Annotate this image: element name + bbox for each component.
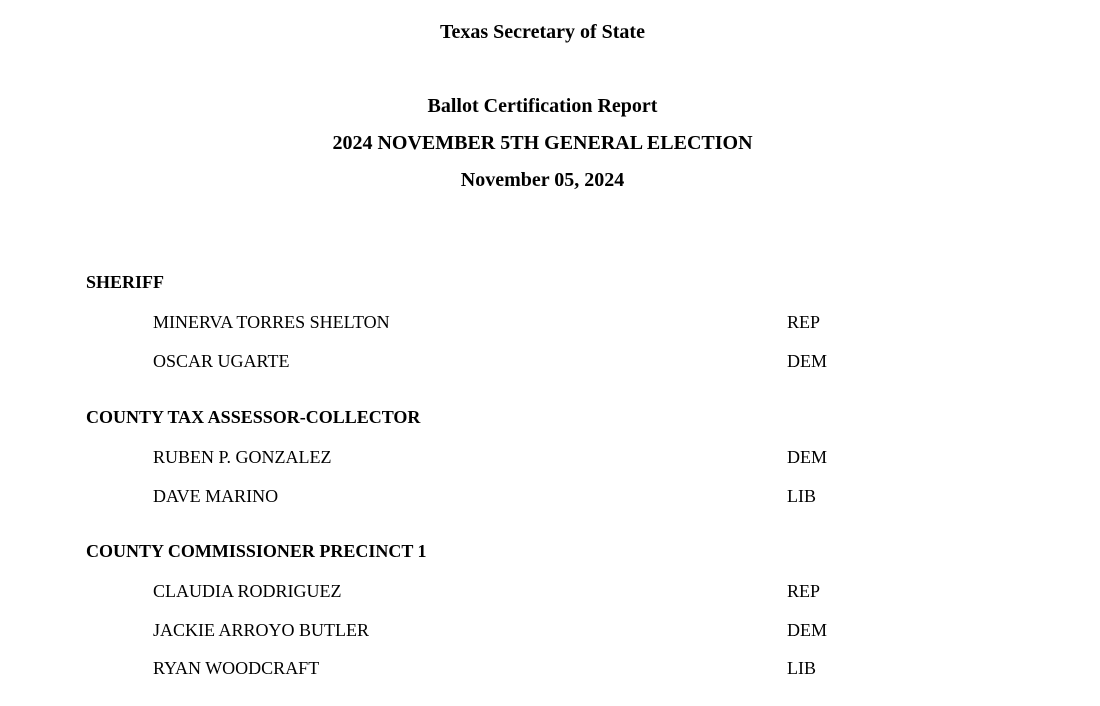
candidate-party: DEM [787, 350, 827, 371]
candidate-list [86, 428, 986, 505]
candidate-row [86, 467, 986, 506]
candidate-name: JACKIE ARROYO BUTLER [153, 619, 370, 640]
candidate-party: DEM [787, 447, 827, 467]
candidate-name: RUBEN P. GONZALEZ [153, 447, 332, 467]
candidate-list [86, 562, 986, 678]
candidate-row [86, 639, 986, 678]
candidate-party: LIB [787, 658, 816, 678]
election-date: November 05, 2024 [460, 169, 625, 191]
candidate-name: RYAN WOODCRAFT [153, 658, 320, 678]
candidate-row [86, 562, 986, 601]
report-title: Ballot Certification Report [427, 95, 658, 117]
race-title: COUNTY TAX ASSESSOR-COLLECTOR [86, 407, 421, 427]
candidate-party: REP [787, 581, 821, 601]
race-county-tax-assessor-collector [86, 406, 986, 505]
candidate-row [86, 332, 986, 371]
candidate-party: DEM [787, 619, 827, 640]
candidate-row [86, 601, 986, 640]
candidate-name: DAVE MARINO [153, 485, 279, 506]
candidate-list [86, 293, 986, 370]
candidate-party: LIB [787, 485, 816, 506]
candidate-name: MINERVA TORRES SHELTON [153, 312, 390, 332]
election-name: 2024 NOVEMBER 5TH GENERAL ELECTION [332, 132, 753, 154]
candidate-row [86, 428, 986, 467]
agency-title: Texas Secretary of State [440, 21, 645, 43]
race-sheriff [86, 271, 986, 370]
candidate-party: REP [787, 312, 821, 332]
race-county-commissioner-precinct-1 [86, 540, 986, 678]
race-title: COUNTY COMMISSIONER PRECINCT 1 [86, 541, 427, 561]
candidate-row [86, 293, 986, 332]
race-title: SHERIFF [86, 272, 165, 292]
candidate-name: OSCAR UGARTE [153, 350, 290, 371]
candidate-name: CLAUDIA RODRIGUEZ [153, 581, 342, 601]
